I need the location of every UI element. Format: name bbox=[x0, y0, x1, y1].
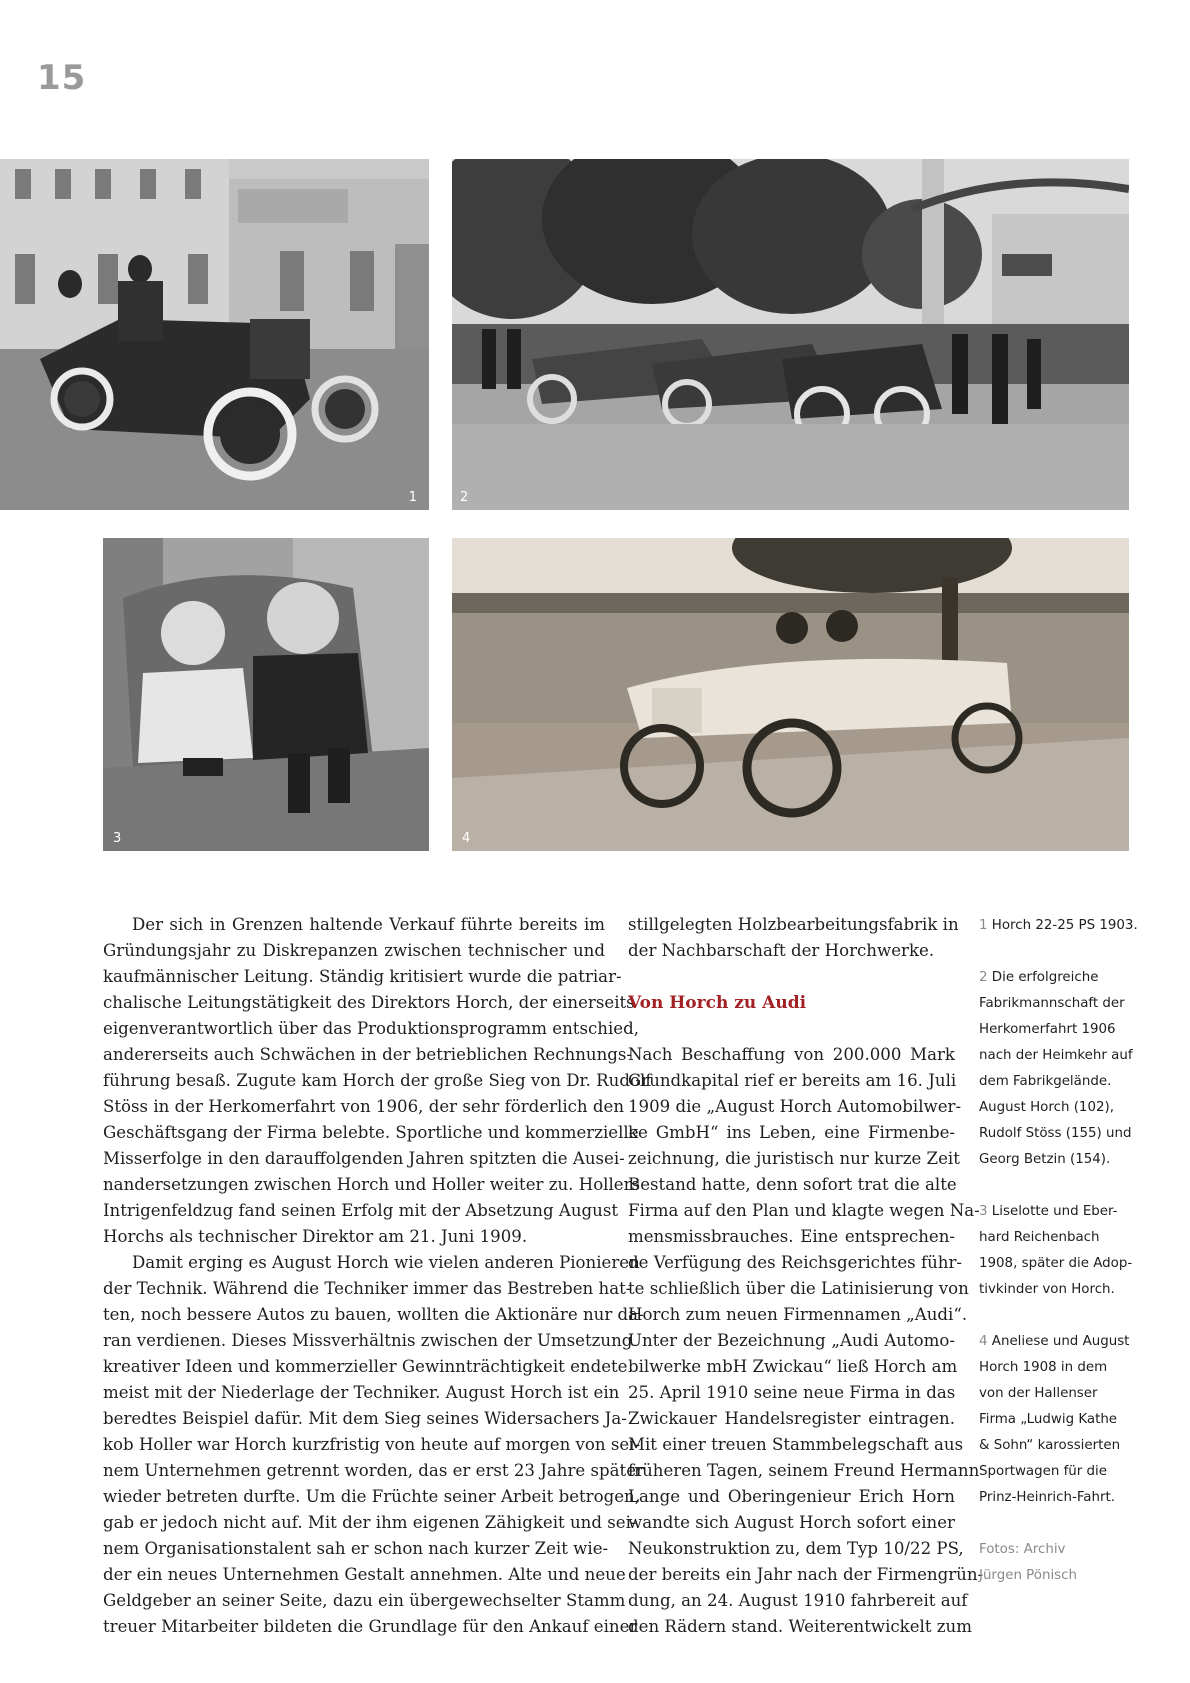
photo-label-4: 4 bbox=[462, 831, 471, 846]
caption-text: Herkomerfahrt 1906 bbox=[979, 1022, 1116, 1037]
body-line: te schließlich über die Latinisierung von bbox=[628, 1279, 969, 1298]
body-line: Unter der Bezeichnung „Audi Automo- bbox=[628, 1331, 955, 1350]
body-line: ke GmbH“ ins Leben, eine Firmenbe- bbox=[628, 1123, 955, 1142]
article-column-1 bbox=[103, 912, 652, 1640]
caption-text: Georg Betzin (154). bbox=[979, 1152, 1111, 1167]
caption-4 bbox=[979, 1329, 1169, 1355]
body-line: eigenverantwortlich über das Produktionsprogramm entschied, bbox=[103, 1019, 639, 1038]
body-line: den Rädern stand. Weiterentwickelt zum bbox=[628, 1617, 972, 1636]
caption-text: Sportwagen für die bbox=[979, 1464, 1108, 1479]
body-line: mensmissbrauches. Eine entsprechen- bbox=[628, 1227, 955, 1246]
body-line: 1909 die „August Horch Automobilwer- bbox=[628, 1097, 962, 1116]
photo-captions bbox=[979, 913, 1169, 1589]
body-line: Grundkapital rief er bereits am 16. Juli bbox=[628, 1071, 957, 1090]
body-line: der ein neues Unternehmen Gestalt annehmen. Alte und neue bbox=[103, 1565, 626, 1584]
caption-number: 3 bbox=[979, 1204, 988, 1219]
caption-text: nach der Heimkehr auf bbox=[979, 1048, 1133, 1063]
caption-text: Fabrikmannschaft der bbox=[979, 996, 1125, 1011]
caption-1 bbox=[979, 913, 1169, 939]
body-line: Horchs als technischer Direktor am 21. Juni 1909. bbox=[103, 1227, 528, 1246]
body-line: der bereits ein Jahr nach der Firmengrün- bbox=[628, 1565, 984, 1584]
body-line: Damit erging es August Horch wie vielen anderen Pionieren bbox=[132, 1253, 640, 1272]
caption-text: Firma „Ludwig Kathe bbox=[979, 1412, 1118, 1427]
body-line: 25. April 1910 seine neue Firma in das bbox=[628, 1383, 956, 1402]
caption-text: Horch 1908 in dem bbox=[979, 1360, 1108, 1375]
photo-credit: Fotos: Archiv bbox=[979, 1542, 1066, 1557]
body-line: Mit einer treuen Stammbelegschaft aus bbox=[628, 1435, 964, 1454]
body-line: der Technik. Während die Techniker immer das Bestreben hat- bbox=[103, 1279, 632, 1298]
caption-text: Die erfolgreiche bbox=[991, 970, 1099, 985]
body-line: Zwickauer Handelsregister eintragen. bbox=[628, 1409, 955, 1428]
body-line: früheren Tagen, seinem Freund Hermann bbox=[628, 1461, 980, 1480]
body-line: de Verfügung des Reichsgerichtes führ- bbox=[628, 1253, 962, 1272]
body-line: Stöss in der Herkomerfahrt von 1906, der sehr förderlich den bbox=[103, 1097, 625, 1116]
body-line: wieder betreten durfte. Um die Früchte seiner Arbeit betrogen, bbox=[103, 1487, 641, 1506]
photo-label-1: 1 bbox=[408, 490, 417, 505]
body-line: wandte sich August Horch sofort einer bbox=[628, 1513, 955, 1532]
body-line: meist mit der Niederlage der Techniker. August Horch ist ein bbox=[103, 1383, 620, 1402]
section-heading: Von Horch zu Audi bbox=[628, 993, 807, 1013]
body-line: Misserfolge in den darauffolgenden Jahren spitzten die Ausei- bbox=[103, 1149, 625, 1168]
body-line: chalische Leitungstätigkeit des Direktors Horch, der einerseits bbox=[103, 993, 635, 1012]
body-line: nem Organisationstalent sah er schon nach kurzer Zeit wie- bbox=[103, 1539, 609, 1558]
body-line: ran verdienen. Dieses Missverhältnis zwischen der Umsetzung bbox=[103, 1331, 633, 1350]
photo-reichenbach-children bbox=[103, 538, 429, 851]
body-line: Neukonstruktion zu, dem Typ 10/22 PS, bbox=[628, 1539, 964, 1558]
body-line: Geldgeber an seiner Seite, dazu ein übergewechselter Stamm bbox=[103, 1591, 626, 1610]
body-line: nem Unternehmen getrennt worden, das er erst 23 Jahre später bbox=[103, 1461, 644, 1480]
body-line: nandersetzungen zwischen Horch und Holler weiter zu. Hollers bbox=[103, 1175, 641, 1194]
body-line: Nach Beschaffung von 200.000 Mark bbox=[628, 1045, 955, 1064]
body-line: führung besaß. Zugute kam Horch der große Sieg von Dr. Rudolf bbox=[103, 1071, 652, 1090]
caption-2 bbox=[979, 965, 1169, 991]
body-line: kob Holler war Horch kurzfristig von heute auf morgen von sei- bbox=[103, 1435, 641, 1454]
caption-text: dem Fabrikgelände. bbox=[979, 1074, 1112, 1089]
body-line: Der sich in Grenzen haltende Verkauf führte bereits im bbox=[132, 915, 605, 934]
body-line: Intrigenfeldzug fand seinen Erfolg mit der Absetzung August bbox=[103, 1201, 619, 1220]
photo-label-3: 3 bbox=[113, 831, 122, 846]
caption-3 bbox=[979, 1199, 1169, 1225]
body-line: Firma auf den Plan und klagte wegen Na- bbox=[628, 1201, 980, 1220]
caption-text: Liselotte und Eber- bbox=[991, 1204, 1118, 1219]
body-line: Bestand hatte, denn sofort trat die alte bbox=[628, 1175, 957, 1194]
body-line: gab er jedoch nicht auf. Mit der ihm eigenen Zähigkeit und sei- bbox=[103, 1513, 637, 1532]
body-line: Gründungsjahr zu Diskrepanzen zwischen technischer und bbox=[103, 941, 605, 960]
caption-text: Rudolf Stöss (155) und bbox=[979, 1126, 1132, 1141]
body-line: kreativer Ideen und kommerzieller Gewinnträchtigkeit endete bbox=[103, 1357, 628, 1376]
body-line: andererseits auch Schwächen in der betrieblichen Rechnungs- bbox=[103, 1045, 633, 1064]
body-line: stillgelegten Holzbearbeitungsfabrik in bbox=[628, 915, 959, 934]
body-line: Lange und Oberingenieur Erich Horn bbox=[628, 1487, 955, 1506]
body-line: bilwerke mbH Zwickau“ ließ Horch am bbox=[628, 1357, 958, 1376]
photo-prinz-heinrich-sportwagen bbox=[452, 538, 1129, 851]
caption-number: 2 bbox=[979, 970, 988, 985]
body-line: der Nachbarschaft der Horchwerke. bbox=[628, 941, 935, 960]
caption-number: 1 bbox=[979, 918, 988, 933]
caption-text: Prinz-Heinrich-Fahrt. bbox=[979, 1490, 1116, 1505]
caption-text: tivkinder von Horch. bbox=[979, 1282, 1115, 1297]
caption-text: August Horch (102), bbox=[979, 1100, 1114, 1115]
body-line: beredtes Beispiel dafür. Mit dem Sieg seines Widersachers Ja- bbox=[103, 1409, 627, 1428]
body-line: dung, an 24. August 1910 fahrbereit auf bbox=[628, 1591, 968, 1610]
page-number: 15 bbox=[37, 58, 87, 98]
caption-text: von der Hallenser bbox=[979, 1386, 1098, 1401]
caption-number: 4 bbox=[979, 1334, 988, 1349]
photo-horch-22-25-ps bbox=[0, 159, 429, 510]
body-line: ten, noch bessere Autos zu bauen, wollten die Aktionäre nur da- bbox=[103, 1305, 644, 1324]
photo-herkomerfahrt-team bbox=[452, 159, 1129, 510]
body-line: zeichnung, die juristisch nur kurze Zeit bbox=[628, 1149, 960, 1168]
body-line: Geschäftsgang der Firma belebte. Sportliche und kommerzielle bbox=[103, 1123, 639, 1142]
caption-text: 1908, später die Adop- bbox=[979, 1256, 1133, 1271]
body-line: kaufmännischer Leitung. Ständig kritisiert wurde die patriar- bbox=[103, 967, 622, 986]
body-line: Horch zum neuen Firmennamen „Audi“. bbox=[628, 1305, 968, 1324]
article-column-2 bbox=[628, 912, 984, 1640]
photo-label-2: 2 bbox=[460, 490, 469, 505]
caption-text: & Sohn“ karossierten bbox=[979, 1438, 1121, 1453]
caption-text: hard Reichenbach bbox=[979, 1230, 1100, 1245]
body-line: treuer Mitarbeiter bildeten die Grundlage für den Ankauf einer bbox=[103, 1617, 638, 1636]
caption-text: Horch 22-25 PS 1903. bbox=[991, 918, 1138, 933]
photo-credit: Jürgen Pönisch bbox=[979, 1568, 1078, 1583]
caption-text: Aneliese und August bbox=[991, 1334, 1130, 1349]
